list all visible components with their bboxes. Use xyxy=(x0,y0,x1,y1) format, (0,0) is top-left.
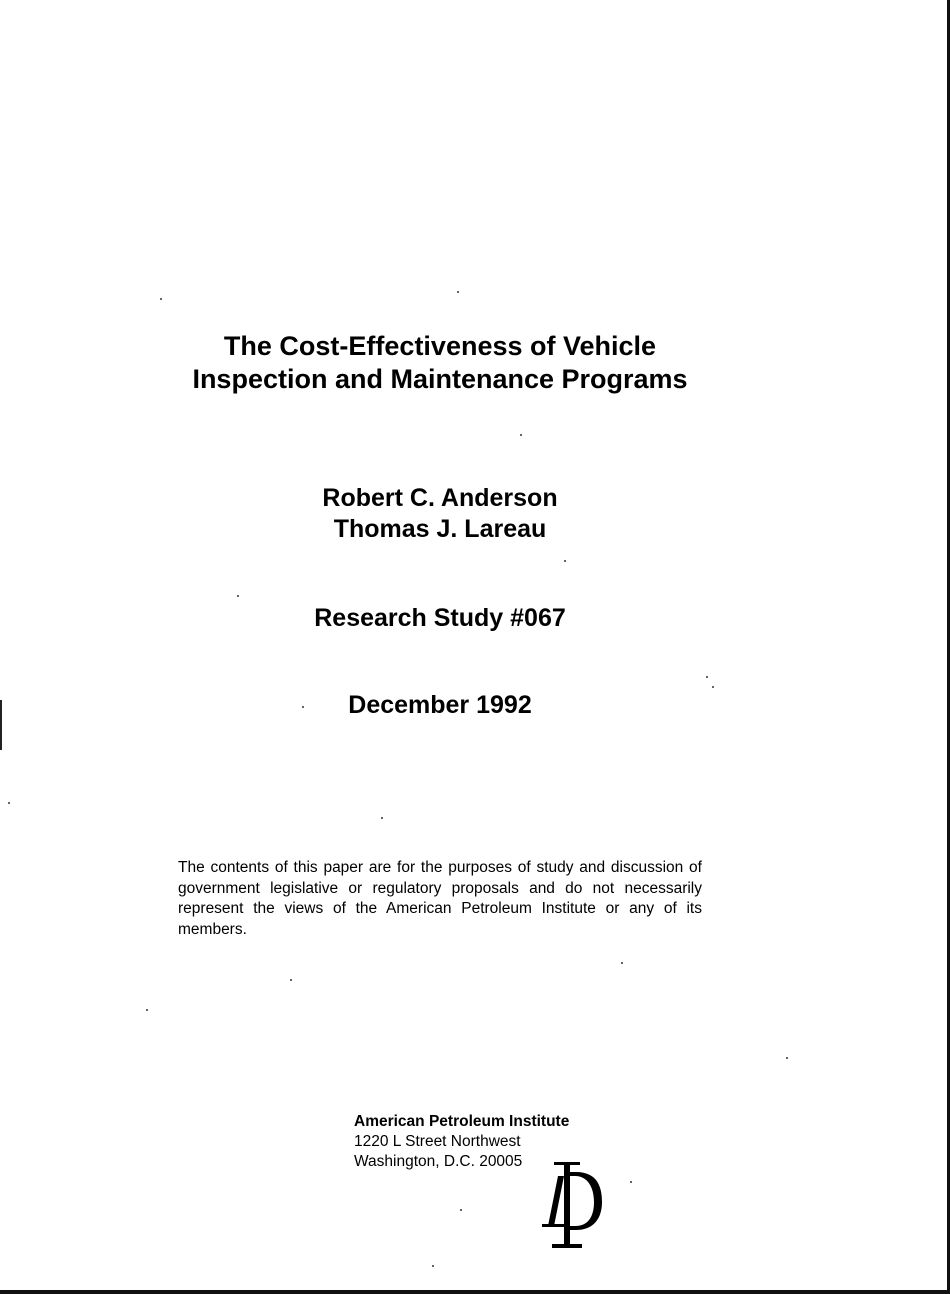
disclaimer-paragraph: The contents of this paper are for the purposes of study and discussion of government legislative or regulatory proposals and do not necessarily represent the views of the American Petroleum Institute or any of its members. xyxy=(178,859,702,938)
publisher-name: American Petroleum Institute xyxy=(354,1113,570,1130)
publisher-address-1: 1220 L Street Northwest xyxy=(354,1133,521,1150)
page-edge-bottom xyxy=(0,1290,950,1294)
api-logo-icon xyxy=(528,1160,608,1252)
publisher-address-2: Washington, D.C. 20005 xyxy=(354,1153,523,1170)
scan-speck xyxy=(237,595,239,597)
scan-speck xyxy=(160,298,162,300)
scan-speck xyxy=(460,1209,462,1211)
scan-speck xyxy=(290,979,292,981)
study-number: Research Study #067 xyxy=(314,604,566,632)
authors-block xyxy=(250,483,630,545)
scan-margin-mark xyxy=(0,700,2,750)
scan-speck xyxy=(706,676,708,678)
scan-speck xyxy=(146,1009,148,1011)
author-2: Thomas J. Lareau xyxy=(333,515,547,543)
scan-speck xyxy=(381,817,383,819)
author-1: Robert C. Anderson xyxy=(322,484,558,512)
scan-speck xyxy=(432,1265,434,1267)
scan-speck xyxy=(712,686,714,688)
scan-speck xyxy=(8,802,10,804)
publication-date: December 1992 xyxy=(348,691,532,719)
scan-speck xyxy=(786,1057,788,1059)
report-title xyxy=(150,330,730,396)
scan-speck xyxy=(621,962,623,964)
scan-speck xyxy=(457,291,459,293)
title-line-2: Inspection and Maintenance Programs xyxy=(192,364,688,394)
title-line-1: The Cost-Effectiveness of Vehicle xyxy=(223,331,657,361)
scan-speck xyxy=(630,1181,632,1183)
scan-speck xyxy=(564,560,566,562)
scan-speck xyxy=(520,434,522,436)
